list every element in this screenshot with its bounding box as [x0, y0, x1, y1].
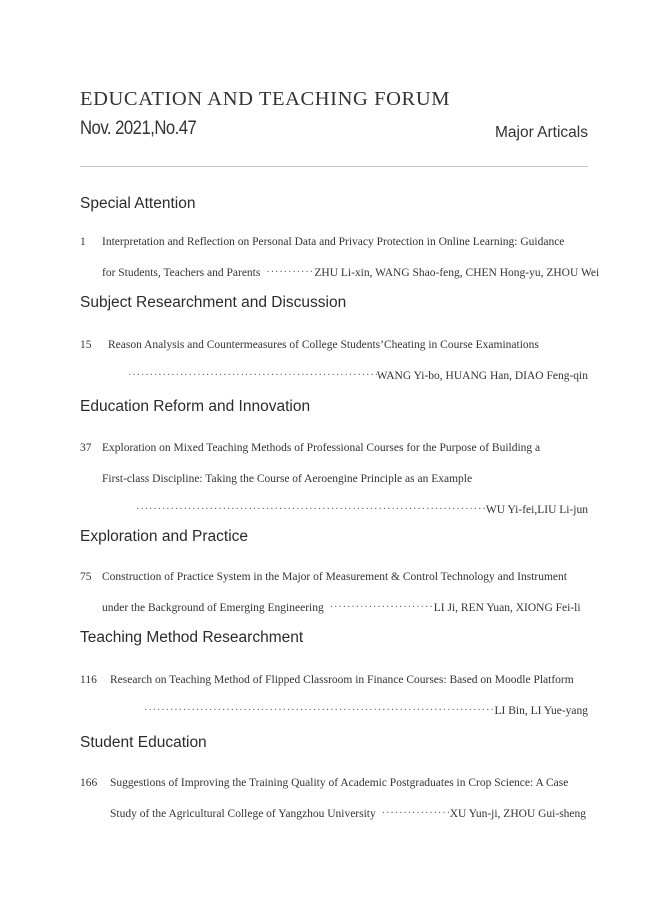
dot-leader	[122, 367, 377, 385]
article-title-continued: under the Background of Emerging Engineering	[102, 602, 324, 614]
toc-entry[interactable]	[80, 233, 600, 282]
page-number: 37	[80, 442, 92, 454]
article-authors: XU Yun-ji, ZHOU Gui-sheng	[449, 808, 587, 820]
article-authors: LI Bin, LI Yue-yang	[494, 705, 588, 717]
page-number: 15	[80, 339, 92, 351]
dot-leader	[138, 702, 495, 720]
article-title: Reason Analysis and Countermeasures of College Students’Cheating in Course Examinations	[108, 339, 539, 351]
article-title: Interpretation and Reflection on Personal Data and Privacy Protection in Online Learning: Guidance	[102, 236, 565, 248]
toc-entry[interactable]	[80, 568, 588, 617]
dot-leader	[260, 264, 314, 282]
page-number: 166	[80, 777, 98, 789]
header-divider	[80, 166, 588, 167]
article-title: Suggestions of Improving the Training Quality of Academic Postgraduates in Crop Science: A Case	[110, 777, 569, 789]
journal-title: EDUCATION AND TEACHING FORUM	[80, 88, 451, 110]
article-title-continued: for Students, Teachers and Parents	[102, 267, 261, 279]
section-heading: Subject Researchment and Discussion	[80, 294, 347, 311]
category-label: Major Articals	[494, 124, 588, 141]
toc-entry[interactable]	[80, 439, 588, 519]
dot-leader	[376, 805, 450, 823]
section-heading: Education Reform and Innovation	[80, 398, 311, 415]
toc-entry[interactable]	[80, 774, 588, 823]
article-authors: WU Yi-fei,LIU Li-jun	[485, 504, 588, 516]
article-title-continued: Study of the Agricultural College of Yangzhou University	[110, 808, 376, 820]
article-authors: WANG Yi-bo, HUANG Han, DIAO Feng-qin	[376, 370, 588, 382]
issue-label: Nov. 2021,No.47	[80, 118, 197, 139]
section-heading: Special Attention	[80, 195, 196, 212]
article-title: Construction of Practice System in the Major of Measurement & Control Technology and Instrument	[102, 571, 567, 583]
article-title-continued: First-class Discipline: Taking the Course of Aeroengine Principle as an Example	[102, 473, 473, 485]
page-number: 116	[80, 674, 97, 686]
article-title: Research on Teaching Method of Flipped Classroom in Finance Courses: Based on Moodle Platform	[110, 674, 574, 686]
page-number: 1	[80, 236, 86, 248]
toc-entry[interactable]	[80, 336, 588, 385]
section-heading: Teaching Method Researchment	[80, 629, 304, 646]
section-heading: Student Education	[80, 734, 207, 751]
dot-leader	[324, 599, 434, 617]
toc-entry[interactable]	[80, 671, 588, 720]
page-number: 75	[80, 571, 92, 583]
article-title: Exploration on Mixed Teaching Methods of Professional Courses for the Purpose of Building a	[102, 442, 541, 454]
section-heading: Exploration and Practice	[80, 528, 249, 545]
article-authors: LI Ji, REN Yuan, XIONG Fei-li	[433, 602, 581, 614]
dot-leader	[130, 501, 486, 519]
article-authors: ZHU Li-xin, WANG Shao-feng, CHEN Hong-yu, ZHOU Wei	[314, 267, 600, 279]
